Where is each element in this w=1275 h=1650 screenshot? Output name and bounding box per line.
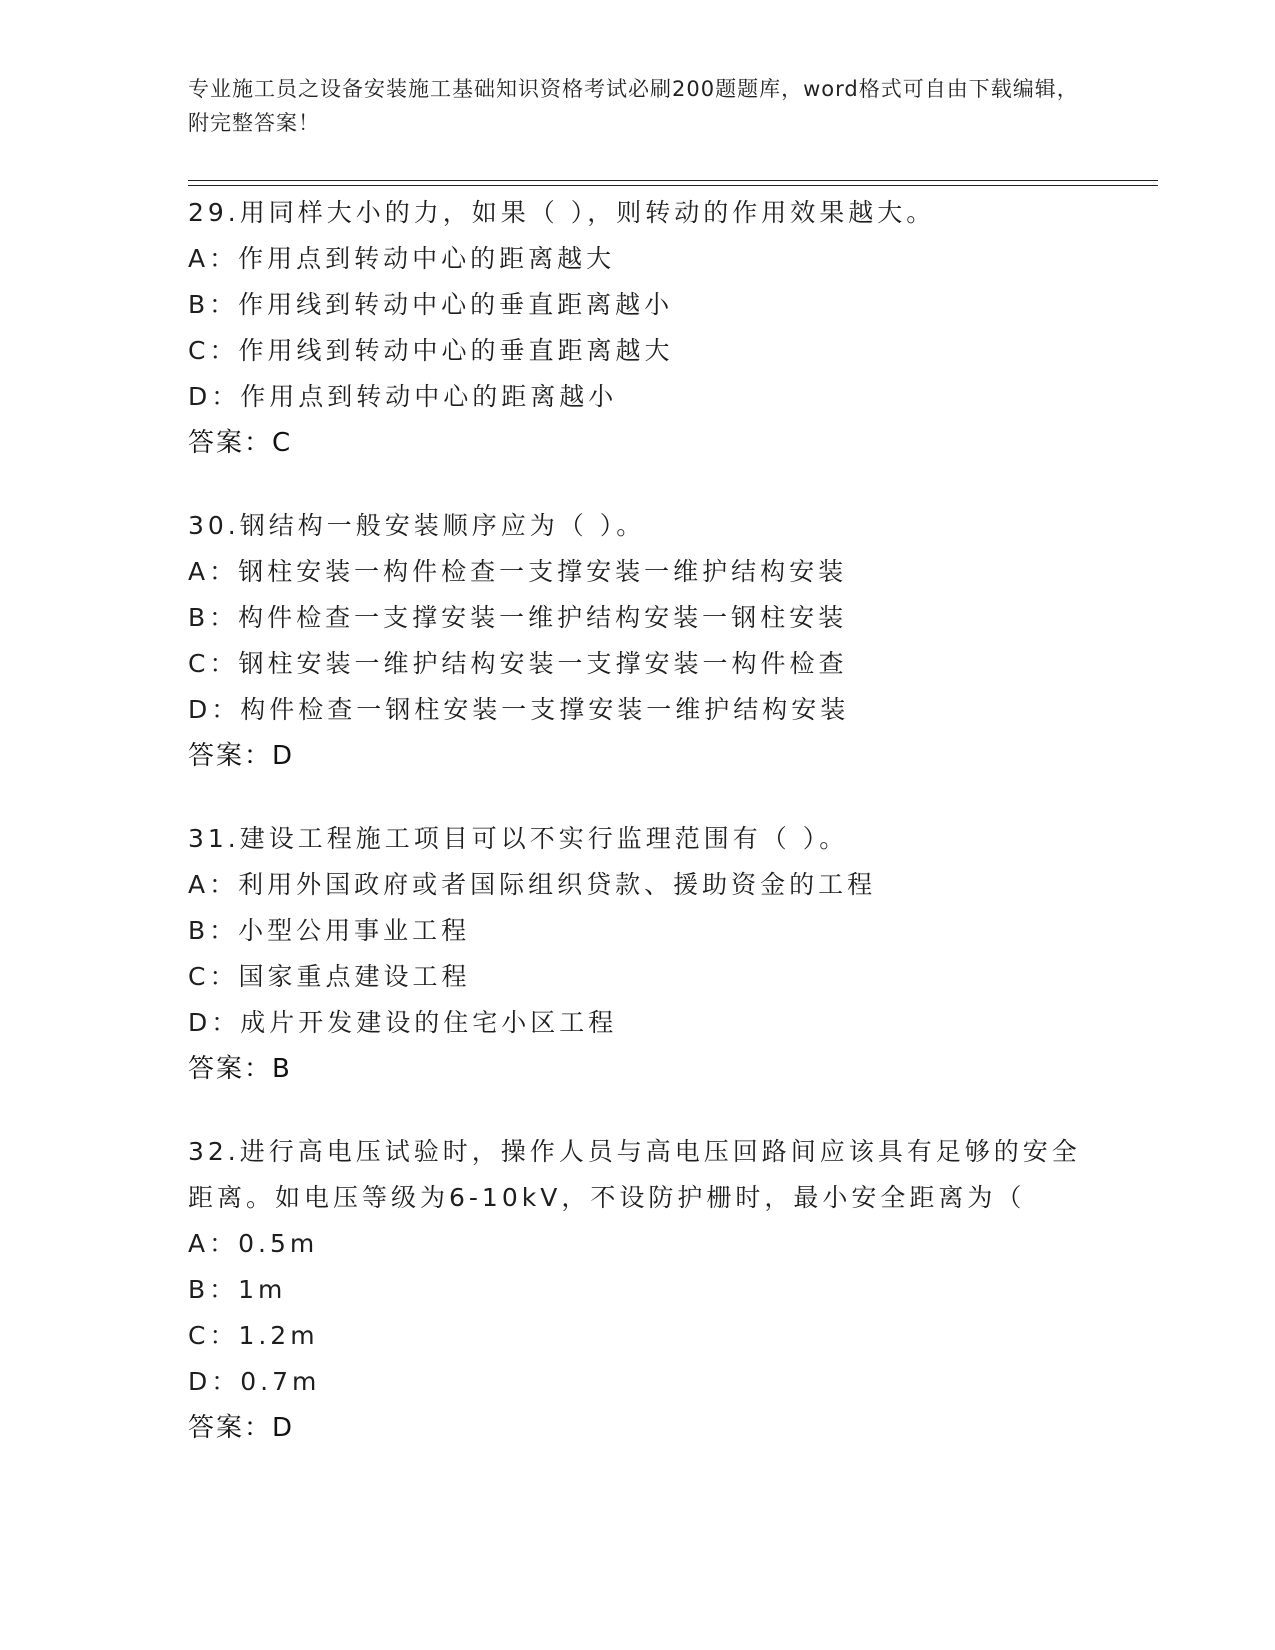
question-stem: 31.建设工程施工项目可以不实行监理范围有（ ）。 — [188, 824, 849, 853]
option-c: C：1.2m — [188, 1321, 319, 1350]
option-a: A：钢柱安装一构件检查一支撑安装一维护结构安装 — [188, 557, 848, 586]
option-d: D：0.7m — [188, 1367, 321, 1396]
option-c: C：国家重点建设工程 — [188, 962, 471, 991]
question-32 — [188, 1129, 1168, 1451]
option-a: A：利用外国政府或者国际组织贷款、援助资金的工程 — [188, 870, 877, 899]
option-b: B：作用线到转动中心的垂直距离越小 — [188, 290, 674, 319]
option-d: D：构件检查一钢柱安装一支撑安装一维护结构安装 — [188, 695, 850, 724]
header-divider-bottom — [188, 185, 1158, 186]
question-list — [188, 190, 1168, 1488]
option-b: B：1m — [188, 1275, 287, 1304]
answer: 答案：D — [188, 1413, 295, 1443]
question-30 — [188, 503, 1168, 779]
option-d: D：成片开发建设的住宅小区工程 — [188, 1008, 618, 1037]
answer: 答案：D — [188, 741, 295, 771]
option-a: A：作用点到转动中心的距离越大 — [188, 244, 616, 273]
option-d: D：作用点到转动中心的距离越小 — [188, 382, 618, 411]
question-stem: 30.钢结构一般安装顺序应为（ ）。 — [188, 511, 646, 540]
option-b: B：构件检查一支撑安装一维护结构安装一钢柱安装 — [188, 603, 848, 632]
option-c: C：作用线到转动中心的垂直距离越大 — [188, 336, 674, 365]
option-b: B：小型公用事业工程 — [188, 916, 471, 945]
question-stem: 32.进行高电压试验时，操作人员与高电压回路间应该具有足够的安全距离。如电压等级为6-10kV，不设防护栅时，最小安全距离为（ — [188, 1137, 1081, 1212]
question-31 — [188, 816, 1168, 1092]
option-a: A：0.5m — [188, 1229, 319, 1258]
question-stem: 29.用同样大小的力，如果（ ），则转动的作用效果越大。 — [188, 198, 936, 227]
answer: 答案：B — [188, 1054, 292, 1084]
option-c: C：钢柱安装一维护结构安装一支撑安装一构件检查 — [188, 649, 848, 678]
header-divider-top — [188, 180, 1158, 181]
question-29 — [188, 190, 1168, 466]
answer: 答案：C — [188, 428, 293, 458]
document-header: 专业施工员之设备安装施工基础知识资格考试必刷200题题库，word格式可自由下载编辑，附完整答案！ — [188, 77, 1079, 135]
